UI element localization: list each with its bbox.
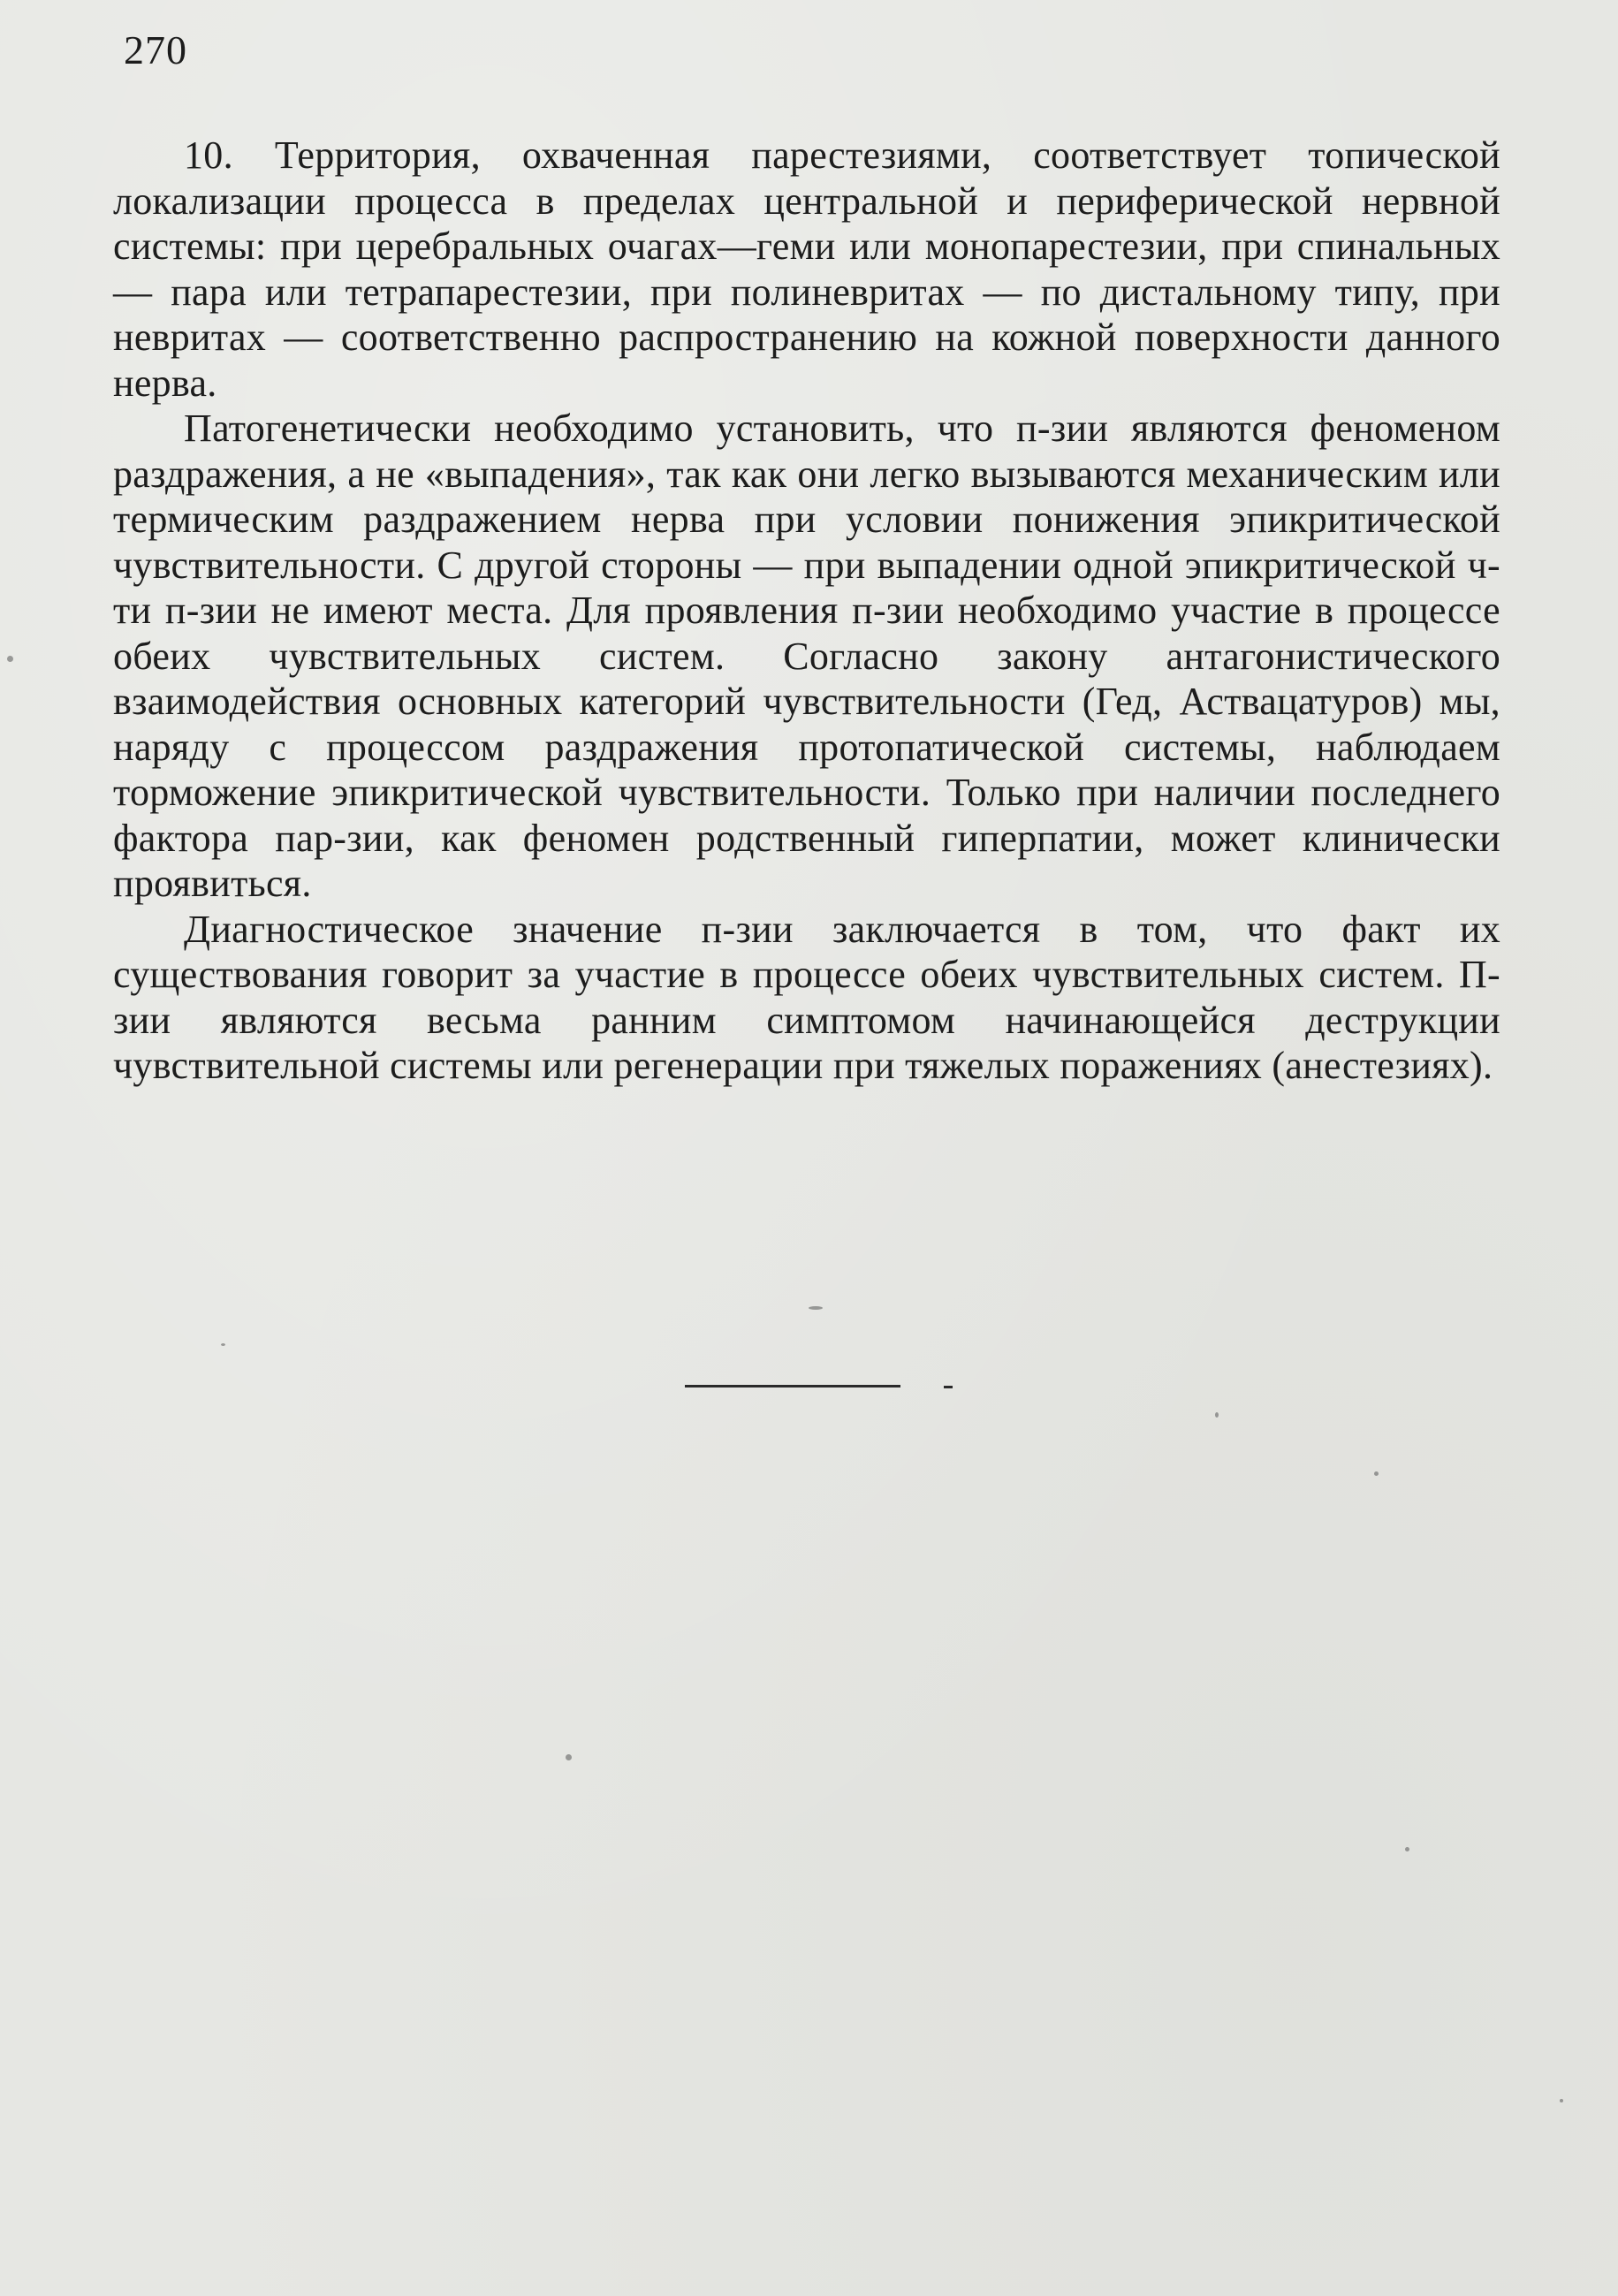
page-number: 270 <box>124 27 187 72</box>
paragraph-territory: 10. Территория, охваченная парестезиями, соответствует топической локализации процесса в пределах центральной и периферической нервной системы: при церебральных очагах—геми или монопарестезии, при спинальных — пара или тетрапарестезии, при полиневритах — по дистальному типу, при невритах — соответственно распространению на кожной поверхности данного нерва. <box>113 133 1500 405</box>
paragraph-diagnostic: Диагностическое значение п-зии заключается в том, что факт их существования говорит за участие в процессе обеих чувствительных систем. П-зии являются весьма ранним симптомом начинающейся деструкции чувствительной системы или регенерации при тяжелых поражениях (анестезиях). <box>113 907 1500 1087</box>
paper-speck <box>7 656 13 662</box>
paper-speck <box>809 1306 823 1310</box>
paper-speck <box>1405 1847 1409 1851</box>
paragraph-pathogenesis: Патогенетически необходимо установить, что п-зии являются феноменом раздражения, а не «выпадения», так как они легко вызываются механическим или термическим раздражением нерва при условии понижения эпикритической чувствительности. С другой стороны — при выпадении одной эпикритической ч-ти п-зии не имеют места. Для проявления п-зии необходимо участие в процессе обеих чувствительных систем. Согласно закону антагонистического взаимодействия основных категорий чувствительности (Гед, Аствацатуров) мы, наряду с процессом раздражения протопатической системы, наблюдаем торможение эпикритической чувствительности. Только при наличии последнего фактора пар-зии, как феномен родственный гиперпатии, может клинически проявиться. <box>113 407 1500 905</box>
paper-speck <box>1215 1412 1219 1418</box>
paper-speck <box>1374 1471 1379 1476</box>
paper-speck <box>566 1754 572 1760</box>
section-end-rule <box>685 1385 900 1387</box>
paper-speck <box>1560 2099 1563 2102</box>
section-end-dash <box>944 1386 953 1388</box>
body-text <box>113 133 1500 1089</box>
paper-speck <box>221 1343 225 1346</box>
